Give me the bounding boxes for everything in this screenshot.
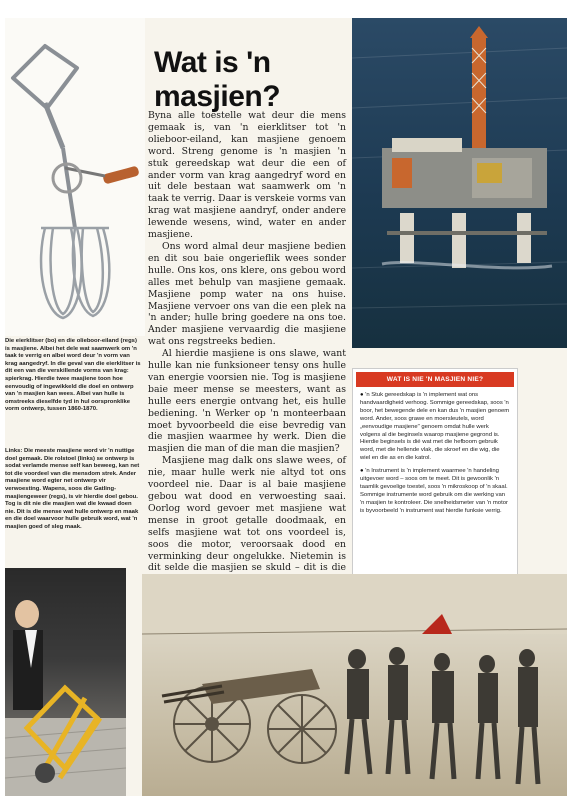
wheelchair-photo <box>5 568 126 796</box>
egg-beater-illustration <box>5 18 145 336</box>
machine-purpose-caption: Links: Die meeste masjiene word vir 'n nuttige doel gemaak. Die rolstoel (links) se ontwerp is sodat verlamde mense self kan beweeg, kan net tot die voordeel van die mensdom strek. Ander masjiene word egter net ontwerp vir verwoesting. Wapens, soos die Gatling-masjiengeweer (regs), is vir hierdie doel gebou. Tog is dit nie die masjien wat die kwaad doen nie. Dit is die mense wat hulle ontwerp en maak en die doel waarvoor hulle gebruik word, wat 'n masjien goed of sleg maak. <box>5 448 140 530</box>
bullet-icon: ● <box>360 468 366 475</box>
oil-rig-photo <box>352 18 567 348</box>
gatling-gun-illustration <box>142 574 567 796</box>
sidebar-heading: WAT IS NIE 'N MASJIEN NIE? <box>356 372 514 387</box>
egg-beater-photo <box>5 18 145 336</box>
oil-rig-illustration <box>352 18 567 348</box>
wheelchair-illustration <box>5 568 126 796</box>
article-title <box>154 46 354 114</box>
article-paragraph: Al hierdie masjiene is ons slawe, want hulle kan nie funksioneer tensy ons hulle van energie voorsien nie. Tog is masjiene baie meer mense se meesters, want as hulle eers energie ontvang het, eis hulle bediening. 'n Werker op 'n monteerbaan moet byvoorbeeld die eise bevredig van die masjien waarmee hy werk. Dien die masjien die man of die man die masjien? <box>148 348 346 455</box>
article-paragraph: Masjiene mag dalk ons slawe wees, of nie, maar hulle werk nie altyd tot ons voordeel nie. Daar is al baie masjiene gebou wat dood en verwoesting saai. Oorlog word gevoer met masjiene wat mense in groot getalle doodmaak, en selfs masjiene wat tot ons voordeel is, soos die motor, veroorsaak dood en verminking deur ongelukke. Nietemin is dit selde die masjien se skuld – dit is die <box>148 455 346 574</box>
egg-beater-caption: Die eierklitser (bo) en die olieboor-eiland (regs) is masjiene. Albei het dele wat saamwerk om 'n taak te verrig en albei word deur 'n vorm van krag aangedryf. In die geval van die eierklitser is dit een van die verskillende vorms van krag: spierkrag. Hierdie twee masjiene toon hoe eenvoudig of ingewikkeld die doel en ontwerp van 'n masjien kan wees. Albei van hulle is omstreeks dieselfde tyd in hul oorspronklike vorm ontwerp, tussen 1860-1870. <box>5 338 141 413</box>
sidebar-body <box>353 387 517 516</box>
gatling-gun-drawing <box>142 574 567 796</box>
title-line-1: Wat is 'n <box>154 46 271 79</box>
sidebar-item: ● 'n Instrument is 'n implement waarmee 'n handeling uitgevoer word – soos om te meet. Dit is gewoonlik 'n taamlik gevoelige toestel, soos 'n mikroskoop of 'n skaal. Sommige instrumente word gebruik om die werking van 'n masjien te kontroleer. Die snelheidsmeter van 'n motor is byvoorbeeld 'n instrument wat hierdie funksie verrig. <box>360 468 508 514</box>
bullet-icon: ● <box>360 392 366 398</box>
title-line-2: masjien? <box>154 80 281 113</box>
sidebar-item: ● 'n Stuk gereedskap is 'n implement wat ons handvaardigheid verhoog. Sommige gereedskap, soos 'n boor, het bewegende dele en kan dus 'n masjien genoem word. Ander, soos grawe en moersleutels, word „eenvoudige masjiene" genoem omdat hulle werk volgens al die beginsels waarop masjiene gegrond is. Hierdie beginsels is dié wat met die hefboom gebruik word, met die hellende vlak, die skroef en die wig, die wiel en die as en die katrol. <box>360 392 510 462</box>
sidebar-box <box>352 368 518 580</box>
article-paragraph: Byna alle toestelle wat deur die mens gemaak is, van 'n eierklitser tot 'n olieboor-eiland, kan masjiene genoem word. Streng genome is 'n masjien 'n stuk gereedskap wat deur die een of ander vorm van krag aangedryf word en uit dele bestaan wat saamwerk om 'n taak te verrig. Daar is verskeie vorms van krag wat masjiene aandryf, onder andere lewende wesens, wind, water en ander masjiene. <box>148 110 346 241</box>
magazine-page <box>5 18 567 796</box>
article-paragraph: Ons word almal deur masjiene bedien en dit sou baie ongerieflik wees sonder hulle. Ons kos, ons klere, ons gebou word alles met behulp van masjiene gemaak. Masjiene pomp water na ons huise. Masjiene vervoer ons van die een plek na 'n ander; hulle bring goedere na ons toe. Ander masjiene vervaardig die masjiene wat ons regstreeks bedien. <box>148 240 346 348</box>
article-body <box>148 110 346 598</box>
